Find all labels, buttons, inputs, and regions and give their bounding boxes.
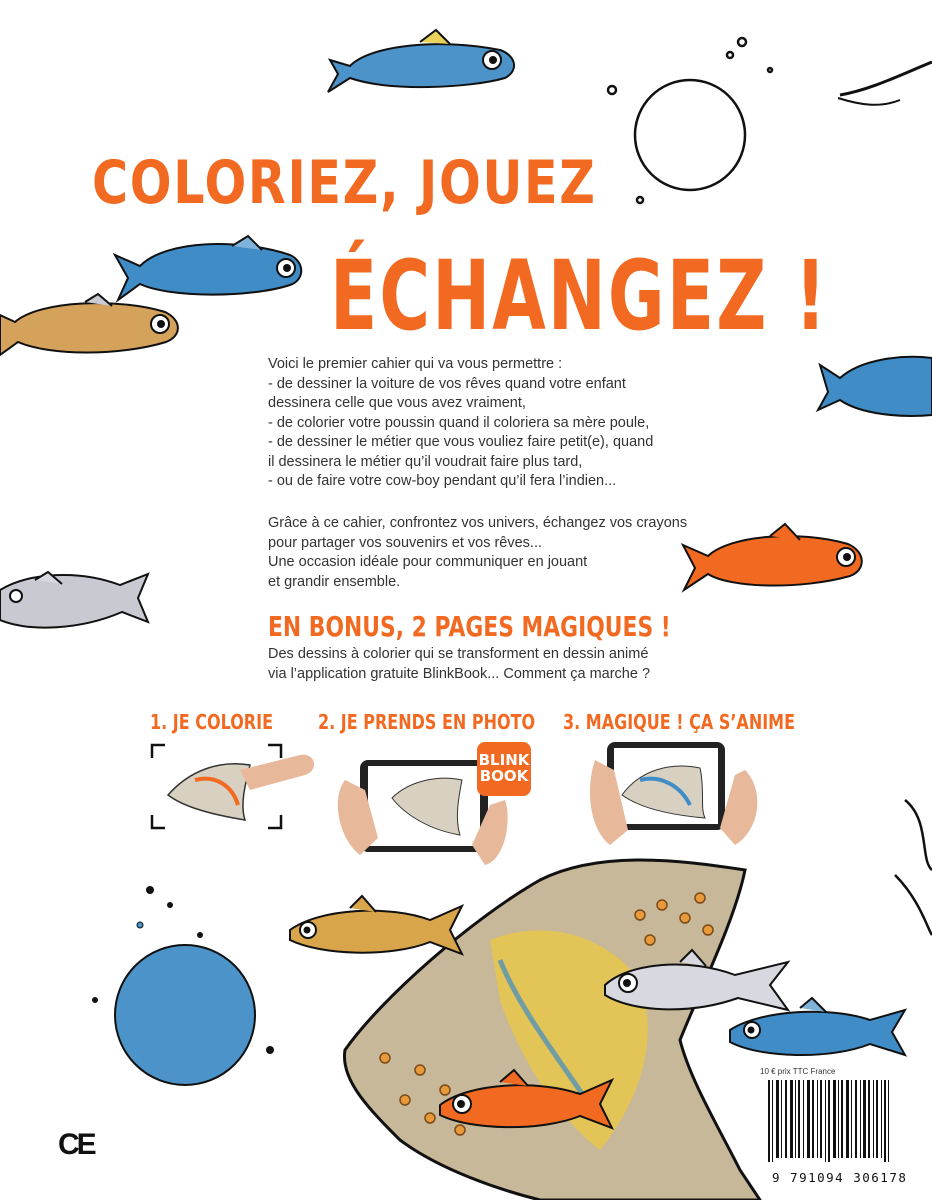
exchange-line: Une occasion idéale pour communiquer en jouant xyxy=(268,554,588,570)
blue-fish-left xyxy=(115,236,301,300)
blue-fish-right xyxy=(818,357,932,416)
wave-line xyxy=(840,62,932,95)
manta-ray xyxy=(344,860,760,1200)
barcode xyxy=(768,1080,889,1162)
splat-outline xyxy=(608,38,772,203)
ce-mark: CE xyxy=(58,1128,94,1161)
gold-fish-middle xyxy=(290,896,462,954)
intro-line: - de dessiner le métier que vous vouliez faire petit(e), quand xyxy=(268,434,654,450)
exchange-line: Grâce à ce cahier, confrontez vos univers, échangez vos crayons xyxy=(268,515,688,531)
blue-fish-lower-right xyxy=(730,998,905,1055)
intro-line: - de dessiner la voiture de vos rêves quand votre enfant xyxy=(268,375,626,392)
blue-splat xyxy=(92,886,274,1085)
isbn-number: 9 791094 306178 xyxy=(772,1170,908,1185)
intro-line: Voici le premier cahier qui va vous permettre : xyxy=(268,356,563,372)
blinkbook-logo-line2: BOOK xyxy=(479,767,529,785)
step1-image xyxy=(152,745,314,828)
intro-line: - ou de faire votre cow-boy pendant qu’il fera l’indien... xyxy=(268,473,617,489)
step-2-title: 2. JE PRENDS EN PHOTO xyxy=(318,710,536,734)
bonus-line: Des dessins à colorier qui se transforment en dessin animé xyxy=(268,646,649,662)
bonus-line: via l’application gratuite BlinkBook... Comment ça marche ? xyxy=(268,665,651,682)
price-label: 10 € prix TTC France xyxy=(760,1067,836,1076)
headline-line-1: COLORIEZ, JOUEZ xyxy=(92,148,597,218)
intro-line: dessinera celle que vous avez vraiment, xyxy=(268,395,526,411)
step3-image xyxy=(590,742,757,845)
bonus-title: EN BONUS, 2 PAGES MAGIQUES ! xyxy=(268,610,671,643)
gold-fish-left xyxy=(0,294,178,355)
intro-paragraph xyxy=(268,355,653,492)
exchange-paragraph xyxy=(268,514,687,592)
intro-line: il dessinera le métier qu’il voudrait faire plus tard, xyxy=(268,453,583,470)
blinkbook-logo-line1: BLINK xyxy=(478,751,530,769)
blinkbook-logo xyxy=(477,742,531,796)
orange-fish-right xyxy=(683,524,862,590)
step-3-title: 3. MAGIQUE ! ÇA S’ANIME xyxy=(563,710,796,734)
intro-line: - de colorier votre poussin quand il coloriera sa mère poule, xyxy=(268,414,650,431)
exchange-line: pour partager vos souvenirs et vos rêves... xyxy=(268,534,543,551)
exchange-line: et grandir ensemble. xyxy=(268,573,401,590)
bonus-paragraph xyxy=(268,645,650,684)
step-1-title: 1. JE COLORIE xyxy=(150,710,274,734)
headline-line-2: ÉCHANGEZ ! xyxy=(330,240,829,352)
grey-fish-left xyxy=(0,572,148,628)
blue-fish-top xyxy=(328,30,514,92)
